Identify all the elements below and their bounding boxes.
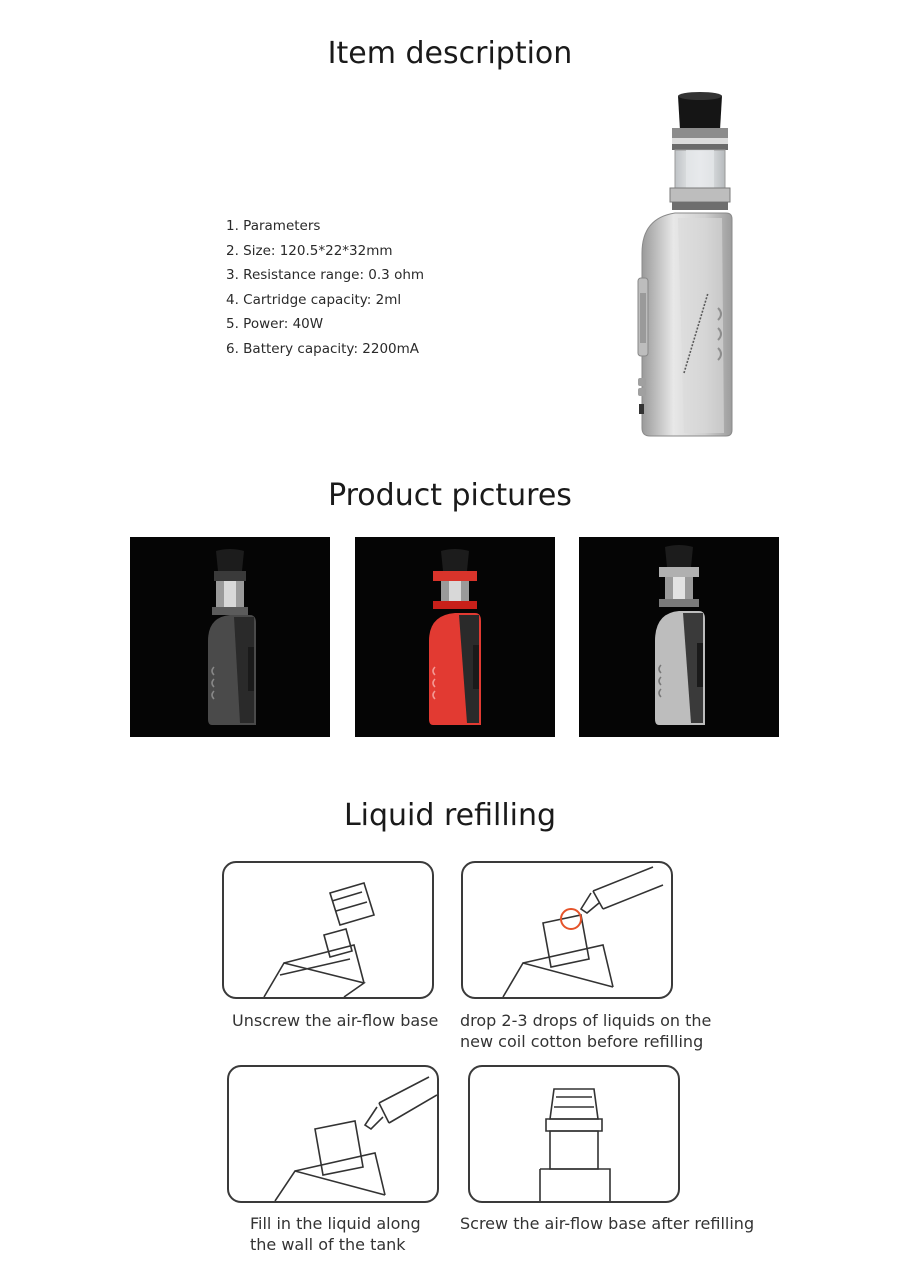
param-item: 6. Battery capacity: 2200mA (226, 340, 420, 357)
vape-device-photo (130, 537, 330, 737)
refill-step-illustration (229, 1067, 437, 1201)
product-pictures-title: Product pictures (328, 478, 572, 513)
param-item: 3. Resistance range: 0.3 ohm (226, 267, 425, 283)
refill-step-1-caption: Unscrew the air-flow base (232, 1011, 439, 1030)
refill-step-illustration (224, 863, 432, 997)
vape-device-hero (620, 88, 760, 443)
refill-step-3-caption: Fill in the liquid along the wall of the tank (250, 1214, 421, 1254)
refill-step-4-caption: Screw the air-flow base after refilling (460, 1214, 755, 1233)
param-item: 5. Power: 40W (226, 316, 324, 332)
param-item: 2. Size: 120.5*22*32mm (226, 242, 393, 259)
parameter-list (226, 214, 424, 361)
liquid-refilling-title: Liquid refilling (343, 798, 557, 833)
product-photo-red (355, 537, 555, 737)
vape-device-photo (355, 537, 555, 737)
param-item: 4. Cartridge capacity: 2ml (226, 291, 402, 308)
refill-step-illustration (463, 863, 671, 997)
refill-step-2-caption: drop 2-3 drops of liquids on the new coil cotton before refilling (460, 1011, 712, 1051)
refill-step-1-panel (222, 861, 434, 999)
product-photo-silver (579, 537, 779, 737)
refill-step-3-panel (227, 1065, 439, 1203)
refill-step-4-panel (468, 1065, 680, 1203)
item-description-title: Item description (327, 36, 573, 71)
product-photo-black (130, 537, 330, 737)
param-item: 1. Parameters (226, 218, 321, 234)
vape-device-photo (579, 537, 779, 737)
refill-step-2-panel (461, 861, 673, 999)
refill-step-illustration (470, 1067, 678, 1201)
